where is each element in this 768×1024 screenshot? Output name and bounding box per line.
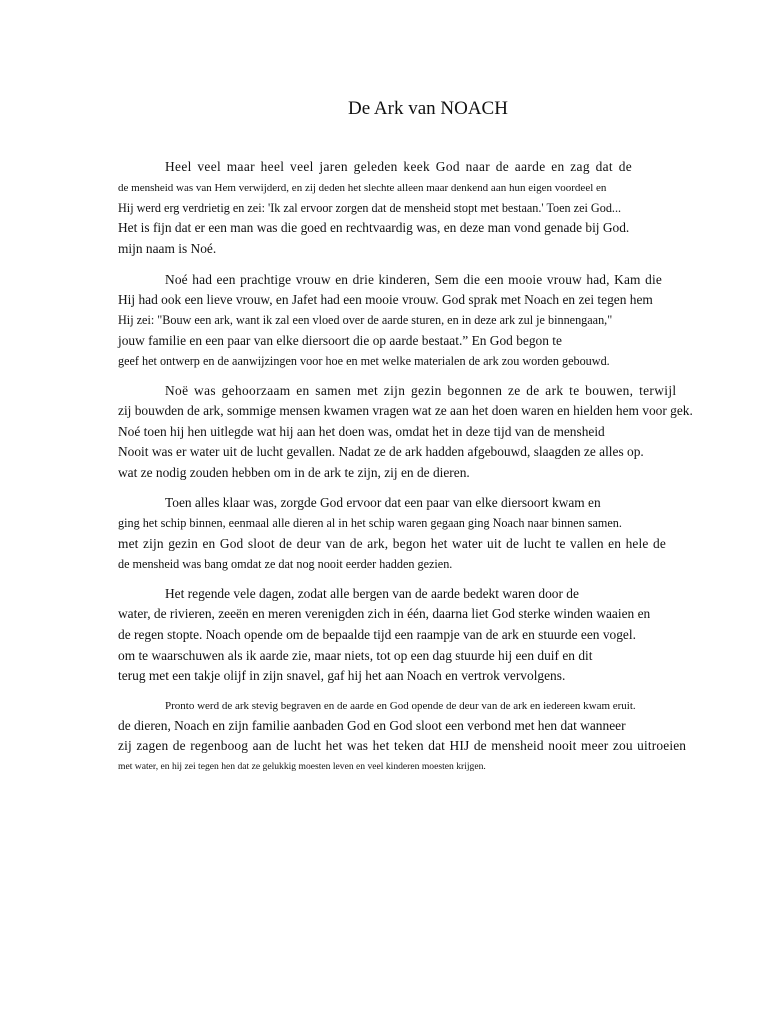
paragraph-6-line-4: met water, en hij zei tegen hen dat ze gelukkig moesten leven en veel kinderen moesten krijgen. bbox=[118, 761, 486, 772]
paragraph-2-line-3: Hij zei: "Bouw een ark, want ik zal een vloed over de aarde sturen, en in deze ark zul je binnengaan," bbox=[118, 313, 613, 327]
paragraph-2-line-4: jouw familie en een paar van elke diersoort die op aarde bestaat.” En God begon te bbox=[118, 333, 562, 348]
paragraph-6-line-2: de dieren, Noach en zijn familie aanbaden God en God sloot een verbond met hen dat wanneer bbox=[118, 718, 626, 733]
paragraph-2-line-1: Noé had een prachtige vrouw en drie kinderen, Sem die een mooie vrouw had, Kam die bbox=[165, 272, 662, 287]
paragraph-3-line-4: Nooit was er water uit de lucht gevallen. Nadat ze de ark hadden afgebouwd, slaagden ze alles op. bbox=[118, 444, 644, 459]
paragraph-1-line-4: Het is fijn dat er een man was die goed en rechtvaardig was, en deze man vond genade bij God. bbox=[118, 220, 630, 235]
paragraph-4-line-2: ging het schip binnen, eenmaal alle dieren al in het schip waren gegaan ging Noach naar binnen samen. bbox=[118, 516, 622, 530]
paragraph-1-line-1: Heel veel maar heel veel jaren geleden keek God naar de aarde en zag dat de bbox=[165, 159, 633, 174]
paragraph-1-line-2: de mensheid was van Hem verwijderd, en zij deden het slechte alleen maar denkend aan hun eigen voordeel en bbox=[118, 182, 607, 194]
paragraph-2-line-2: Hij had ook een lieve vrouw, en Jafet had een mooie vrouw. God sprak met Noach en zei tegen hem bbox=[118, 292, 653, 307]
paragraph-5-line-2: water, de rivieren, zeeën en meren verenigden zich in één, daarna liet God sterke winden waaien en bbox=[118, 606, 651, 621]
paragraph-1-line-5: mijn naam is Noé. bbox=[118, 241, 217, 256]
paragraph-4-line-4: de mensheid was bang omdat ze dat nog nooit eerder hadden gezien. bbox=[118, 557, 453, 571]
paragraph-2-line-5: geef het ontwerp en de aanwijzingen voor hoe en met welke materialen de ark zou worden gebouwd. bbox=[118, 354, 610, 368]
paragraph-6-line-3: zij zagen de regenboog aan de lucht het was het teken dat HIJ de mensheid nooit meer zou uitroeien bbox=[118, 738, 687, 753]
paragraph-5-line-5: terug met een takje olijf in zijn snavel, gaf hij het aan Noach en vertrok vervolgens. bbox=[118, 668, 566, 683]
paragraph-3-line-2: zij bouwden de ark, sommige mensen kwamen vragen wat ze aan het doen waren en hielden hem voor gek. bbox=[118, 403, 693, 418]
paragraph-5-line-4: om te waarschuwen als ik aarde zie, maar niets, tot op een dag stuurde hij een duif en dit bbox=[118, 648, 593, 663]
paragraph-5-line-3: de regen stopte. Noach opende om de bepaalde tijd een raampje van de ark en stuurde een vogel. bbox=[118, 627, 636, 642]
paragraph-3-line-1: Noë was gehoorzaam en samen met zijn gezin begonnen ze de ark te bouwen, terwijl bbox=[165, 383, 677, 398]
paragraph-3-line-3: Noé toen hij hen uitlegde wat hij aan het doen was, omdat het in deze tijd van de mensheid bbox=[118, 424, 605, 439]
document-title: De Ark van NOACH bbox=[348, 98, 508, 119]
paragraph-6-line-1: Pronto werd de ark stevig begraven en de aarde en God opende de deur van de ark en iedereen kwam eruit. bbox=[165, 700, 636, 712]
paragraph-4-line-1: Toen alles klaar was, zorgde God ervoor dat een paar van elke diersoort kwam en bbox=[165, 495, 601, 510]
paragraph-5-line-1: Het regende vele dagen, zodat alle bergen van de aarde bedekt waren door de bbox=[165, 586, 579, 601]
paragraph-4-line-3: met zijn gezin en God sloot de deur van de ark, begon het water uit de lucht te vallen en hele de bbox=[118, 536, 666, 551]
paragraph-3-line-5: wat ze nodig zouden hebben om in de ark te zijn, zij en de dieren. bbox=[118, 465, 470, 480]
paragraph-1-line-3: Hij werd erg verdrietig en zei: 'Ik zal ervoor zorgen dat de mensheid stopt met bestaan.' Toen zei God... bbox=[118, 201, 622, 215]
